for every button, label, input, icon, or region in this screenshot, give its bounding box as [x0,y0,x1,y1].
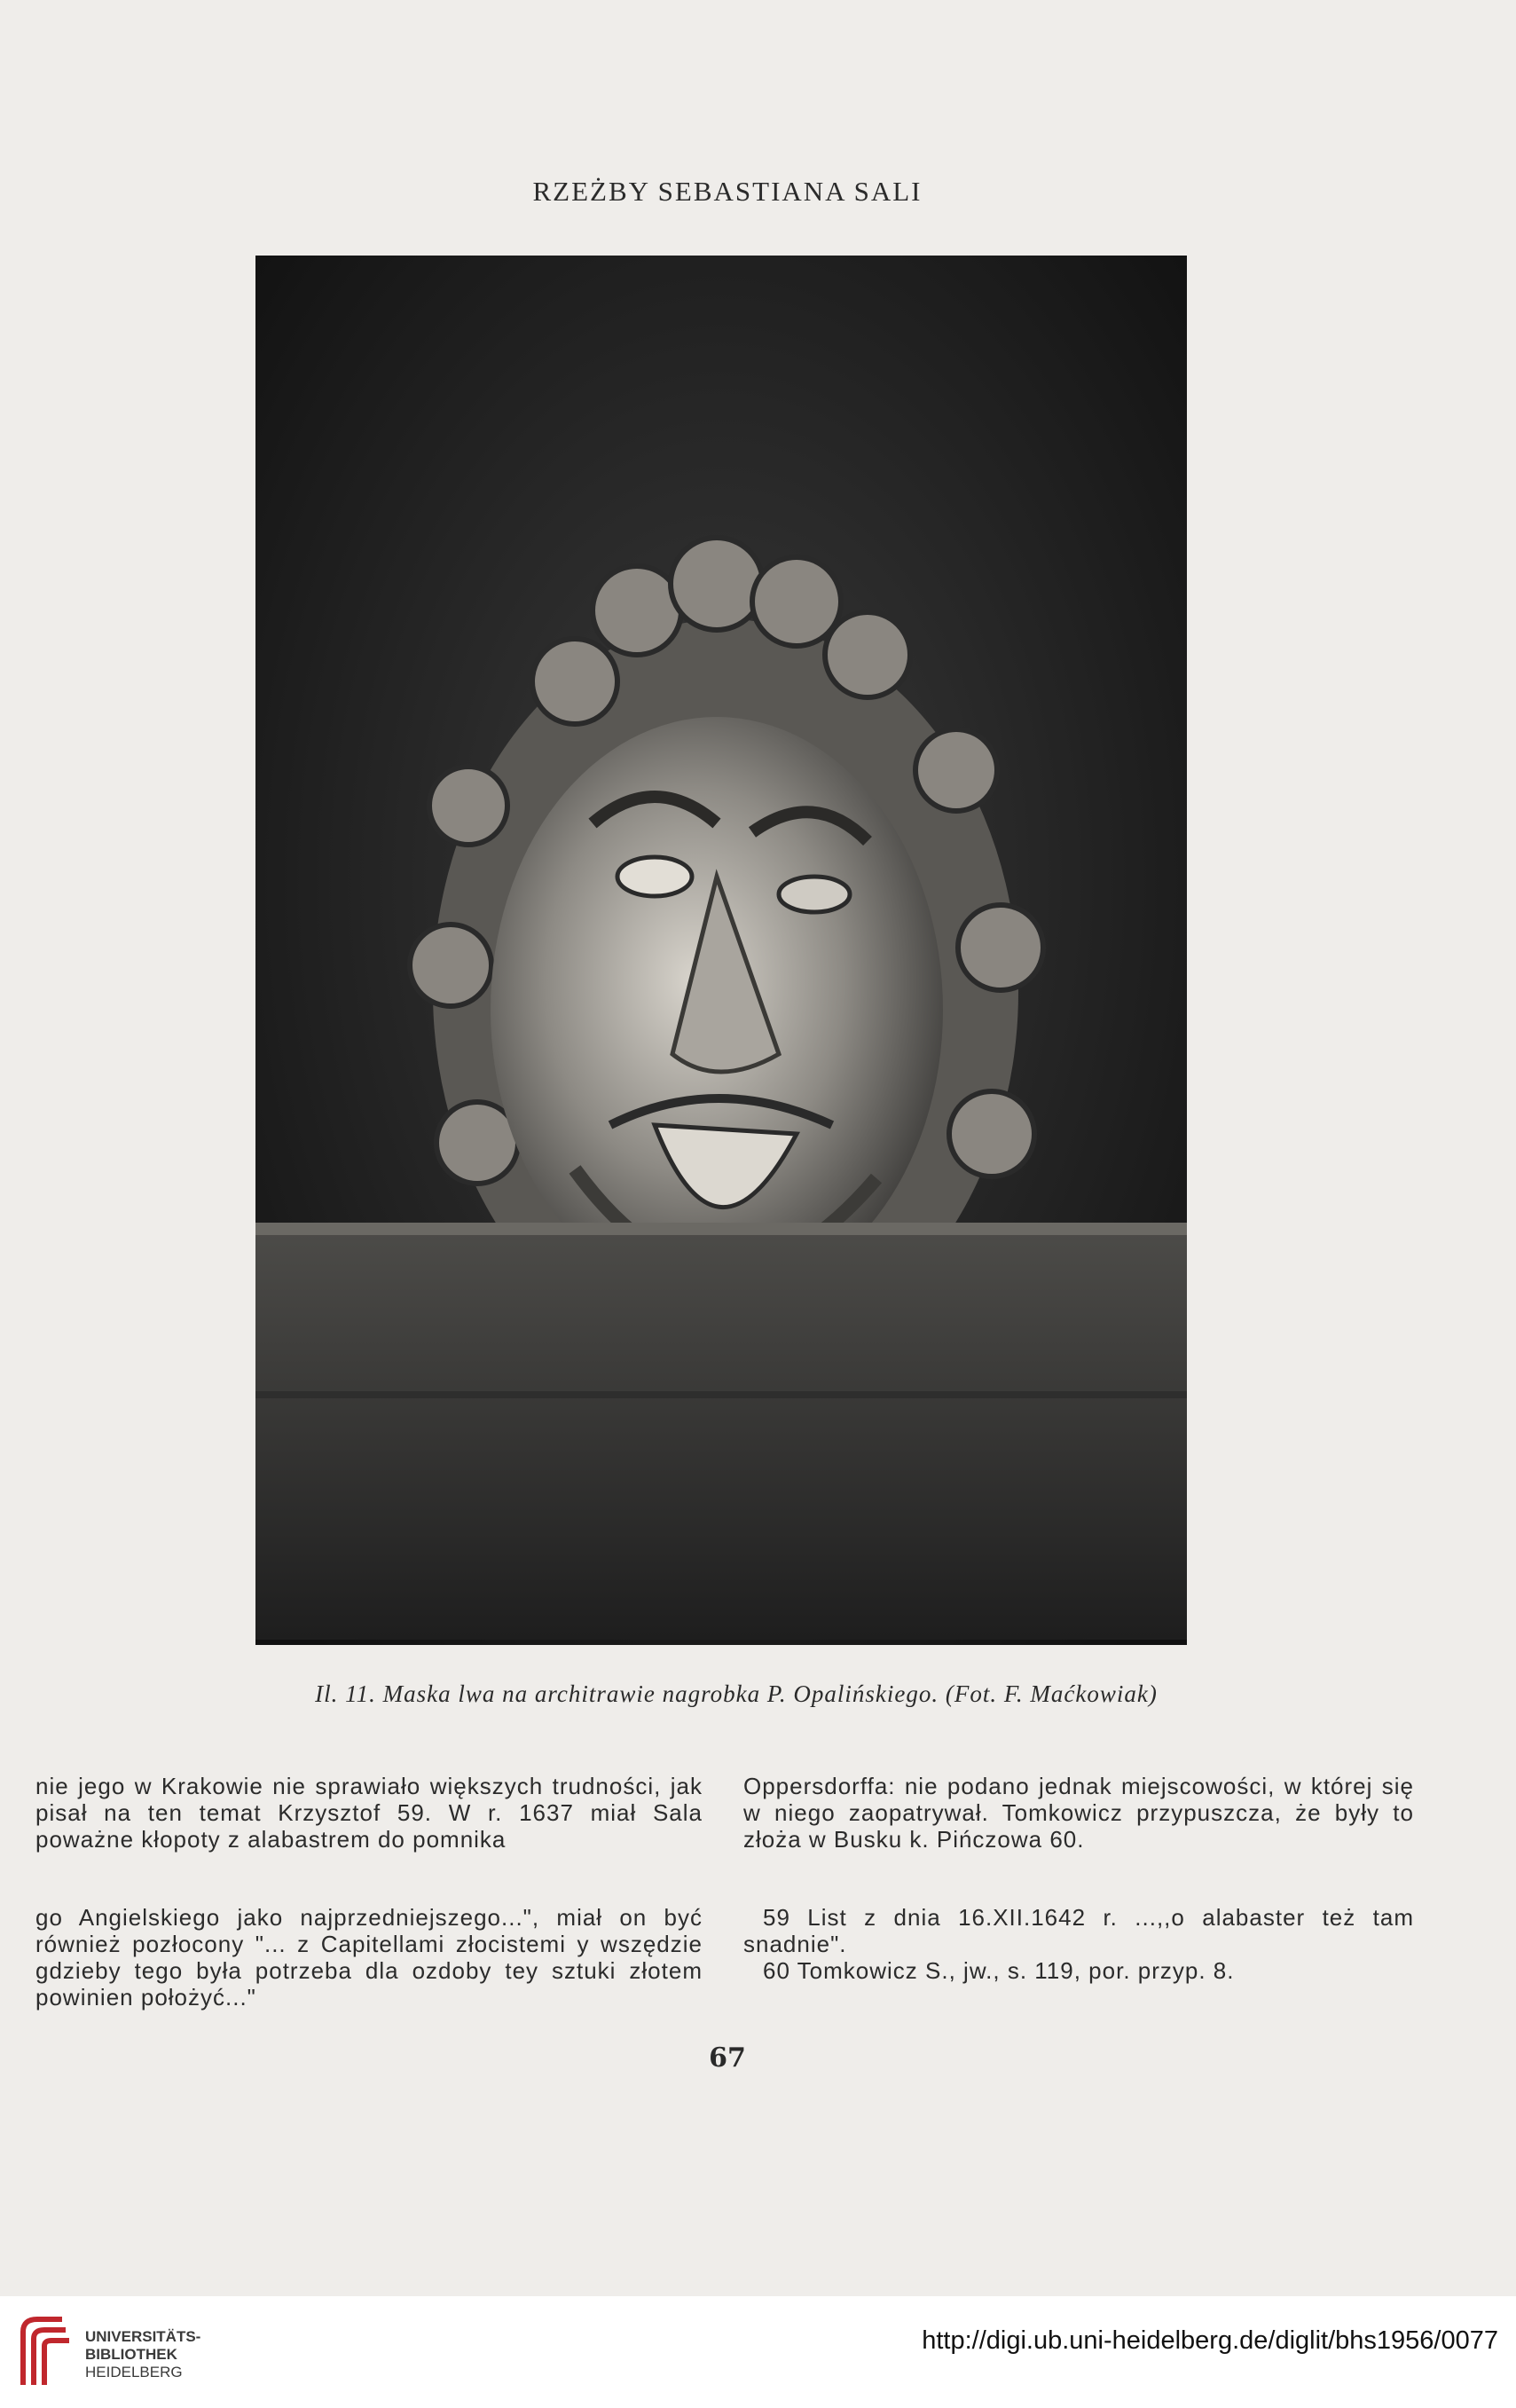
body-paragraph: go Angielskiego jako najprzedniejszego...", miał on być również pozłocony "... z Capitellami złocistemi y wszędzie gdzieby tego była potrzeba dla ozdoby tey sztuki złotem powinien położyć..." [35,1904,703,2011]
body-paragraph: Oppersdorffa: nie podano jednak miejscowości, w której się w niego zaopatrywał. Tomkowicz przypuszcza, że były to złoża w Busku k. Pińczowa 60. [743,1773,1414,1853]
running-head: RZEŻBY SEBASTIANA SALI [532,176,923,207]
library-footer [0,2296,1516,2408]
page-number: 67 [709,2042,746,2074]
lion-mask-photograph [255,256,1187,1645]
footnote-60: 60 Tomkowicz S., jw., s. 119, por. przyp. 8. [763,1957,1235,1984]
library-logo-text: UNIVERSITÄTS- BIBLIOTHEK HEIDELBERG [85,2328,201,2380]
figure-caption: Il. 11. Maska lwa na architrawie nagrobka P. Opalińskiego. (Fot. F. Maćkowiak) [315,1680,1158,1707]
left-column-bottom-text [35,1904,703,2011]
right-column-top-text [743,1773,1414,1853]
library-logo-icon [16,2314,76,2390]
permalink-url[interactable]: http://digi.ub.uni-heidelberg.de/diglit/bhs1956/0077 [922,2326,1498,2355]
left-column-top-text [35,1773,703,1853]
body-paragraph: nie jego w Krakowie nie sprawiało większych trudności, jak pisał na ten temat Krzysztof 59. W r. 1637 miał Sala poważne kłopoty z alabastrem do pomnika [35,1773,703,1853]
footnotes [743,1904,1414,1984]
footnote-59: 59 List z dnia 16.XII.1642 r. ...,,o alabaster też tam snadnie". [743,1904,1414,1957]
lion-mask-image [255,256,1187,1645]
